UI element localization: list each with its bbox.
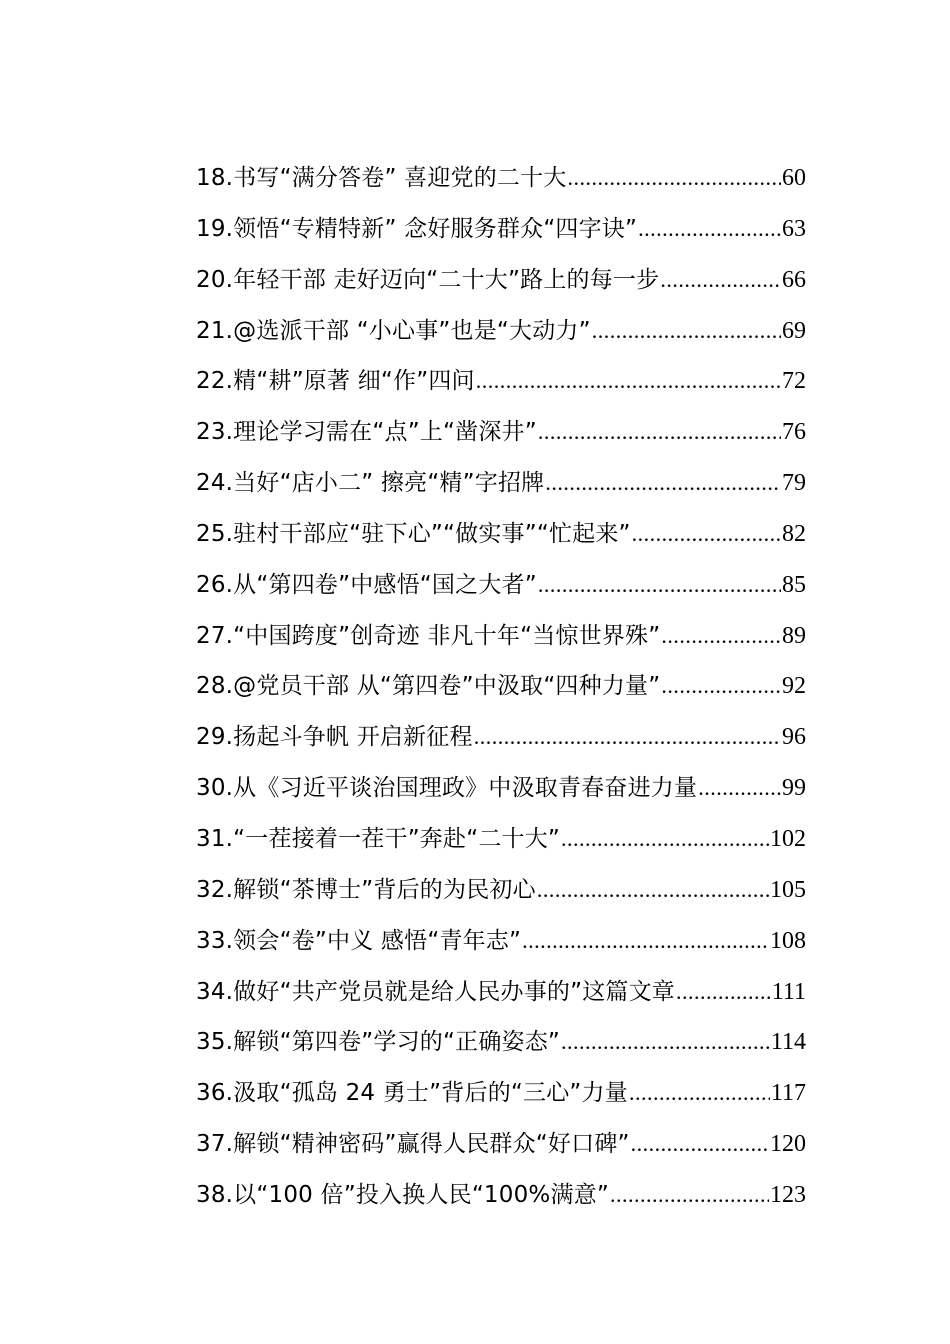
toc-page-number: 63 bbox=[782, 215, 806, 242]
toc-page-number: 114 bbox=[770, 1029, 806, 1056]
toc-page-number: 111 bbox=[771, 978, 806, 1005]
dot-leader bbox=[660, 262, 781, 298]
toc-page-number: 85 bbox=[782, 571, 806, 598]
toc-page-number: 123 bbox=[770, 1181, 806, 1208]
toc-entry[interactable] bbox=[196, 313, 806, 364]
dot-leader bbox=[474, 719, 781, 755]
toc-entry-title: 28.@党员干部 从“第四卷”中汲取“四种力量” bbox=[196, 673, 661, 700]
toc-entry[interactable] bbox=[196, 668, 806, 719]
dot-leader bbox=[632, 516, 781, 552]
toc-entry-title: 32.解锁“茶博士”背后的为民初心 bbox=[196, 876, 536, 903]
toc-entry[interactable] bbox=[196, 567, 806, 618]
toc-entry[interactable] bbox=[196, 923, 806, 974]
dot-leader bbox=[631, 1126, 769, 1162]
toc-entry-title: 30.从《习近平谈治国理政》中汲取青春奋进力量 bbox=[196, 775, 698, 802]
toc-entry[interactable] bbox=[196, 1075, 806, 1126]
toc-page-number: 89 bbox=[782, 622, 806, 649]
toc-entry-title: 21.@选派干部 “小心事”也是“大动力” bbox=[196, 317, 591, 344]
toc-entry[interactable] bbox=[196, 465, 806, 516]
toc-entry-title: 35.解锁“第四卷”学习的“正确姿态” bbox=[196, 1029, 561, 1056]
dot-leader bbox=[661, 618, 781, 654]
table-of-contents bbox=[196, 160, 806, 1228]
dot-leader bbox=[638, 211, 781, 247]
toc-entry[interactable] bbox=[196, 821, 806, 872]
dot-leader bbox=[561, 1024, 770, 1060]
toc-entry[interactable] bbox=[196, 262, 806, 313]
toc-entry-title: 31.“一茬接着一茬干”奔赴“二十大” bbox=[196, 825, 561, 852]
toc-page-number: 82 bbox=[782, 520, 806, 547]
toc-entry[interactable] bbox=[196, 618, 806, 669]
toc-entry[interactable] bbox=[196, 770, 806, 821]
toc-entry-title: 34.做好“共产党员就是给人民办事的”这篇文章 bbox=[196, 978, 676, 1005]
toc-page-number: 102 bbox=[770, 825, 806, 852]
dot-leader bbox=[661, 668, 781, 704]
toc-page-number: 60 bbox=[782, 165, 806, 191]
dot-leader bbox=[592, 313, 781, 349]
toc-entry-title: 25.驻村干部应“驻下心”“做实事”“忙起来” bbox=[196, 520, 631, 547]
toc-page-number: 99 bbox=[782, 775, 806, 802]
dot-leader bbox=[676, 974, 771, 1010]
toc-entry[interactable] bbox=[196, 1177, 806, 1228]
toc-page-number: 120 bbox=[770, 1131, 806, 1158]
toc-entry-title: 33.领会“卷”中义 感悟“青年志” bbox=[196, 927, 522, 954]
toc-page-number: 108 bbox=[770, 927, 806, 954]
toc-entry-title: 29.扬起斗争帆 开启新征程 bbox=[196, 724, 473, 751]
toc-page-number: 72 bbox=[782, 368, 806, 395]
toc-entry[interactable] bbox=[196, 974, 806, 1025]
toc-entry[interactable] bbox=[196, 872, 806, 923]
toc-entry[interactable] bbox=[196, 160, 806, 211]
toc-entry[interactable] bbox=[196, 211, 806, 262]
dot-leader bbox=[568, 160, 781, 196]
toc-page-number: 76 bbox=[782, 419, 806, 446]
dot-leader bbox=[522, 923, 769, 959]
toc-entry[interactable] bbox=[196, 363, 806, 414]
dot-leader bbox=[629, 1075, 770, 1111]
dot-leader bbox=[610, 1177, 769, 1213]
dot-leader bbox=[476, 363, 781, 399]
toc-page-number: 69 bbox=[782, 317, 806, 344]
toc-entry-title: 36.汲取“孤岛 24 勇士”背后的“三心”力量 bbox=[196, 1080, 628, 1107]
toc-entry[interactable] bbox=[196, 1126, 806, 1177]
toc-entry-title: 37.解锁“精神密码”赢得人民群众“好口碑” bbox=[196, 1131, 630, 1158]
toc-entry-title: 22.精“耕”原著 细“作”四问 bbox=[196, 368, 475, 395]
toc-page-number: 79 bbox=[782, 470, 806, 497]
toc-entry-title: 24.当好“店小二” 擦亮“精”字招牌 bbox=[196, 470, 545, 497]
toc-entry-title: 18.书写“满分答卷” 喜迎党的二十大 bbox=[196, 165, 567, 191]
toc-entry-title: 27.“中国跨度”创奇迹 非凡十年“当惊世界殊” bbox=[196, 622, 661, 649]
toc-page-number: 96 bbox=[782, 724, 806, 751]
toc-entry[interactable] bbox=[196, 719, 806, 770]
dot-leader bbox=[561, 821, 769, 857]
toc-entry-title: 19.领悟“专精特新” 念好服务群众“四字诀” bbox=[196, 215, 638, 242]
dot-leader bbox=[698, 770, 781, 806]
dot-leader bbox=[537, 872, 769, 908]
toc-entry-title: 20.年轻干部 走好迈向“二十大”路上的每一步 bbox=[196, 266, 660, 293]
toc-entry[interactable] bbox=[196, 516, 806, 567]
toc-entry-title: 38.以“100 倍”投入换人民“100%满意” bbox=[196, 1181, 610, 1208]
toc-entry[interactable] bbox=[196, 414, 806, 465]
dot-leader bbox=[545, 465, 781, 501]
toc-page-number: 117 bbox=[770, 1080, 806, 1107]
dot-leader bbox=[538, 567, 781, 603]
toc-entry-title: 23.理论学习需在“点”上“凿深井” bbox=[196, 419, 537, 446]
toc-page-number: 92 bbox=[782, 673, 806, 700]
toc-page-number: 66 bbox=[782, 266, 806, 293]
dot-leader bbox=[538, 414, 781, 450]
toc-entry[interactable] bbox=[196, 1024, 806, 1075]
toc-entry-title: 26.从“第四卷”中感悟“国之大者” bbox=[196, 571, 537, 598]
toc-page-number: 105 bbox=[770, 876, 806, 903]
